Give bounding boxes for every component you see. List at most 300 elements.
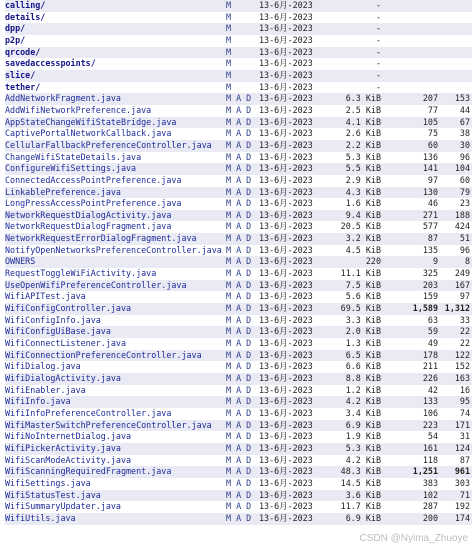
- mode-cell: [226, 466, 259, 478]
- mode-links[interactable]: M A D: [226, 256, 252, 267]
- file-listing-table: [5, 0, 472, 525]
- mode-links[interactable]: M A D: [226, 163, 252, 174]
- size-cell: 69.5 KiB: [327, 303, 381, 315]
- size-cell: 4.1 KiB: [327, 117, 381, 129]
- deleted-lines-cell: 961: [438, 466, 472, 478]
- date-cell: 13-6月-2023: [259, 303, 327, 315]
- file-row: [5, 373, 472, 385]
- file-link[interactable]: WifiConfigInfo.java: [5, 314, 101, 325]
- date-cell: 13-6月-2023: [259, 443, 327, 455]
- directory-row: [5, 0, 472, 12]
- mode-cell: [226, 198, 259, 210]
- file-link[interactable]: ConfigureWifiSettings.java: [5, 163, 137, 174]
- file-link[interactable]: LongPressAccessPointPreference.java: [5, 198, 182, 209]
- directory-row: [5, 47, 472, 59]
- deleted-lines-cell: 30: [438, 140, 472, 152]
- size-cell: 5.3 KiB: [327, 443, 381, 455]
- deleted-lines-cell: 249: [438, 268, 472, 280]
- mode-links[interactable]: M A D: [226, 198, 252, 209]
- mode-links[interactable]: M A D: [226, 151, 252, 162]
- file-link[interactable]: WifiNoInternetDialog.java: [5, 431, 132, 442]
- name-cell: [5, 256, 226, 268]
- file-link[interactable]: WifiSettings.java: [5, 477, 91, 488]
- date-cell: 13-6月-2023: [259, 373, 327, 385]
- file-link[interactable]: WifiStatusTest.java: [5, 489, 101, 500]
- date-cell: 13-6月-2023: [259, 338, 327, 350]
- added-lines-cell: 63: [381, 315, 438, 327]
- file-row: [5, 326, 472, 338]
- added-lines-cell: 226: [381, 373, 438, 385]
- name-cell: [5, 198, 226, 210]
- added-lines-cell: 577: [381, 221, 438, 233]
- mode-links[interactable]: M A D: [226, 454, 252, 465]
- mode-cell: [226, 291, 259, 303]
- file-row: [5, 408, 472, 420]
- added-lines-cell: 141: [381, 163, 438, 175]
- name-cell: [5, 187, 226, 199]
- added-lines-cell: 325: [381, 268, 438, 280]
- mode-links[interactable]: M A D: [226, 128, 252, 139]
- size-cell: -: [327, 35, 381, 47]
- size-cell: 48.3 KiB: [327, 466, 381, 478]
- date-cell: 13-6月-2023: [259, 455, 327, 467]
- added-lines-cell: 118: [381, 455, 438, 467]
- deleted-lines-cell: 163: [438, 373, 472, 385]
- mode-cell: [226, 47, 259, 59]
- mode-links[interactable]: M A D: [226, 139, 252, 150]
- file-row: [5, 385, 472, 397]
- file-link[interactable]: WifiDialogActivity.java: [5, 373, 121, 383]
- mode-cell: [226, 478, 259, 490]
- deleted-lines-cell: [438, 35, 472, 47]
- directory-row: [5, 12, 472, 24]
- name-cell: [5, 47, 226, 59]
- deleted-lines-cell: 1,312: [438, 303, 472, 315]
- file-link[interactable]: CellularFallbackPreferenceController.java: [5, 139, 212, 150]
- name-cell: [5, 152, 226, 164]
- size-cell: -: [327, 23, 381, 35]
- mode-links[interactable]: M A D: [226, 407, 252, 418]
- size-cell: 5.3 KiB: [327, 152, 381, 164]
- size-cell: 9.4 KiB: [327, 210, 381, 222]
- date-cell: 13-6月-2023: [259, 490, 327, 502]
- name-cell: [5, 128, 226, 140]
- mode-links[interactable]: M: [226, 23, 232, 34]
- file-row: [5, 233, 472, 245]
- size-cell: -: [327, 0, 381, 12]
- added-lines-cell: [381, 47, 438, 59]
- file-link[interactable]: WifiConnectionPreferenceController.java: [5, 349, 202, 360]
- name-cell: [5, 12, 226, 24]
- file-link[interactable]: WifiPickerActivity.java: [5, 442, 121, 453]
- date-cell: 13-6月-2023: [259, 221, 327, 233]
- mode-links[interactable]: M A D: [226, 221, 252, 232]
- size-cell: 4.5 KiB: [327, 245, 381, 257]
- file-link[interactable]: AddNetworkFragment.java: [5, 93, 121, 104]
- deleted-lines-cell: 424: [438, 221, 472, 233]
- mode-links[interactable]: M A D: [226, 233, 252, 244]
- file-link[interactable]: RequestToggleWiFiActivity.java: [5, 268, 157, 279]
- directory-link[interactable]: qrcode/: [5, 46, 41, 57]
- mode-links[interactable]: M A D: [226, 442, 252, 453]
- name-cell: [5, 117, 226, 129]
- mode-cell: [226, 82, 259, 94]
- deleted-lines-cell: 67: [438, 117, 472, 129]
- added-lines-cell: 75: [381, 128, 438, 140]
- added-lines-cell: 106: [381, 408, 438, 420]
- mode-links[interactable]: M A D: [226, 396, 252, 407]
- deleted-lines-cell: 192: [438, 501, 472, 513]
- mode-cell: [226, 315, 259, 327]
- mode-cell: [226, 117, 259, 129]
- directory-row: [5, 82, 472, 94]
- mode-cell: [226, 455, 259, 467]
- deleted-lines-cell: 152: [438, 361, 472, 373]
- added-lines-cell: 87: [381, 233, 438, 245]
- directory-link[interactable]: details/: [5, 11, 46, 22]
- mode-links[interactable]: M A D: [226, 314, 252, 325]
- mode-links[interactable]: M A D: [226, 279, 252, 290]
- file-link[interactable]: WifiConfigUiBase.java: [5, 326, 111, 337]
- added-lines-cell: 9: [381, 256, 438, 268]
- file-link[interactable]: NetworkRequestDialogActivity.java: [5, 209, 172, 220]
- mode-links[interactable]: M: [226, 0, 232, 10]
- mode-links[interactable]: M A D: [226, 291, 252, 302]
- mode-cell: [226, 221, 259, 233]
- directory-link[interactable]: savedaccesspoints/: [5, 58, 96, 69]
- mode-links[interactable]: M A D: [226, 186, 252, 197]
- file-link[interactable]: WifiConnectListener.java: [5, 338, 127, 349]
- name-cell: [5, 70, 226, 82]
- date-cell: 13-6月-2023: [259, 93, 327, 105]
- mode-links[interactable]: M A D: [226, 373, 252, 383]
- mode-cell: [226, 256, 259, 268]
- size-cell: -: [327, 70, 381, 82]
- mode-links[interactable]: M A D: [226, 361, 252, 372]
- mode-cell: [226, 303, 259, 315]
- name-cell: [5, 268, 226, 280]
- name-cell: [5, 140, 226, 152]
- mode-cell: [226, 385, 259, 397]
- mode-cell: [226, 23, 259, 35]
- added-lines-cell: 223: [381, 420, 438, 432]
- added-lines-cell: [381, 82, 438, 94]
- file-link[interactable]: WifiAPITest.java: [5, 291, 86, 302]
- mode-links[interactable]: M A D: [226, 384, 252, 395]
- deleted-lines-cell: 79: [438, 187, 472, 199]
- date-cell: 13-6月-2023: [259, 268, 327, 280]
- mode-links[interactable]: M A D: [226, 116, 252, 127]
- file-link[interactable]: AddWifiNetworkPreference.java: [5, 104, 152, 115]
- file-link[interactable]: NotifyOpenNetworksPreferenceController.java: [5, 244, 222, 255]
- mode-links[interactable]: M A D: [226, 466, 252, 477]
- mode-links[interactable]: M A D: [226, 489, 252, 500]
- added-lines-cell: 60: [381, 140, 438, 152]
- file-link[interactable]: ConnectedAccessPointPreference.java: [5, 174, 182, 185]
- file-link[interactable]: WifiEnabler.java: [5, 384, 86, 395]
- added-lines-cell: 203: [381, 280, 438, 292]
- name-cell: [5, 315, 226, 327]
- directory-link[interactable]: p2p/: [5, 34, 26, 45]
- mode-cell: [226, 0, 259, 12]
- size-cell: 3.3 KiB: [327, 315, 381, 327]
- file-link[interactable]: WifiInfoPreferenceController.java: [5, 407, 172, 418]
- deleted-lines-cell: 167: [438, 280, 472, 292]
- size-cell: 7.5 KiB: [327, 280, 381, 292]
- file-row: [5, 303, 472, 315]
- date-cell: 13-6月-2023: [259, 291, 327, 303]
- name-cell: [5, 466, 226, 478]
- mode-links[interactable]: M A D: [226, 419, 252, 430]
- file-link[interactable]: WifiScanningRequiredFragment.java: [5, 466, 172, 477]
- file-link[interactable]: AppStateChangeWifiStateBridge.java: [5, 116, 177, 127]
- name-cell: [5, 233, 226, 245]
- file-row: [5, 210, 472, 222]
- added-lines-cell: 1,251: [381, 466, 438, 478]
- name-cell: [5, 396, 226, 408]
- size-cell: 1.3 KiB: [327, 338, 381, 350]
- deleted-lines-cell: 104: [438, 163, 472, 175]
- date-cell: 13-6月-2023: [259, 117, 327, 129]
- file-link[interactable]: WifiSummaryUpdater.java: [5, 501, 121, 512]
- directory-row: [5, 70, 472, 82]
- date-cell: 13-6月-2023: [259, 140, 327, 152]
- size-cell: 11.7 KiB: [327, 501, 381, 513]
- name-cell: [5, 93, 226, 105]
- mode-links[interactable]: M A D: [226, 349, 252, 360]
- file-link[interactable]: UseOpenWifiPreferenceController.java: [5, 279, 187, 290]
- name-cell: [5, 210, 226, 222]
- mode-cell: [226, 12, 259, 24]
- date-cell: 13-6月-2023: [259, 58, 327, 70]
- file-link[interactable]: WifiMasterSwitchPreferenceController.java: [5, 419, 212, 430]
- file-row: [5, 152, 472, 164]
- deleted-lines-cell: 38: [438, 128, 472, 140]
- name-cell: [5, 280, 226, 292]
- file-link[interactable]: ChangeWifiStateDetails.java: [5, 151, 142, 162]
- file-row: [5, 466, 472, 478]
- added-lines-cell: 383: [381, 478, 438, 490]
- name-cell: [5, 326, 226, 338]
- mode-links[interactable]: M: [226, 34, 232, 45]
- mode-cell: [226, 373, 259, 385]
- mode-links[interactable]: M: [226, 69, 232, 80]
- date-cell: 13-6月-2023: [259, 163, 327, 175]
- size-cell: 2.6 KiB: [327, 128, 381, 140]
- deleted-lines-cell: 16: [438, 385, 472, 397]
- date-cell: 13-6月-2023: [259, 35, 327, 47]
- date-cell: 13-6月-2023: [259, 152, 327, 164]
- added-lines-cell: 130: [381, 187, 438, 199]
- file-row: [5, 256, 472, 268]
- mode-links[interactable]: M: [226, 81, 232, 92]
- mode-cell: [226, 128, 259, 140]
- date-cell: 13-6月-2023: [259, 12, 327, 24]
- file-row: [5, 175, 472, 187]
- date-cell: 13-6月-2023: [259, 23, 327, 35]
- mode-links[interactable]: M A D: [226, 512, 252, 523]
- name-cell: [5, 478, 226, 490]
- deleted-lines-cell: [438, 12, 472, 24]
- deleted-lines-cell: 174: [438, 513, 472, 525]
- mode-links[interactable]: M: [226, 46, 232, 57]
- mode-cell: [226, 140, 259, 152]
- name-cell: [5, 245, 226, 257]
- mode-links[interactable]: M A D: [226, 244, 252, 255]
- mode-links[interactable]: M A D: [226, 477, 252, 488]
- name-cell: [5, 431, 226, 443]
- file-row: [5, 513, 472, 525]
- date-cell: 13-6月-2023: [259, 385, 327, 397]
- name-cell: [5, 105, 226, 117]
- added-lines-cell: 77: [381, 105, 438, 117]
- mode-links[interactable]: M: [226, 11, 232, 22]
- size-cell: -: [327, 58, 381, 70]
- date-cell: 13-6月-2023: [259, 315, 327, 327]
- mode-links[interactable]: M A D: [226, 104, 252, 115]
- directory-row: [5, 58, 472, 70]
- date-cell: 13-6月-2023: [259, 420, 327, 432]
- date-cell: 13-6月-2023: [259, 326, 327, 338]
- mode-links[interactable]: M A D: [226, 326, 252, 337]
- name-cell: [5, 0, 226, 12]
- size-cell: 3.6 KiB: [327, 490, 381, 502]
- mode-cell: [226, 163, 259, 175]
- file-link[interactable]: OWNERS: [5, 256, 36, 267]
- file-row: [5, 455, 472, 467]
- date-cell: 13-6月-2023: [259, 501, 327, 513]
- file-link[interactable]: NetworkRequestDialogFragment.java: [5, 221, 172, 232]
- name-cell: [5, 221, 226, 233]
- mode-links[interactable]: M A D: [226, 93, 252, 104]
- mode-links[interactable]: M A D: [226, 174, 252, 185]
- date-cell: 13-6月-2023: [259, 350, 327, 362]
- mode-cell: [226, 326, 259, 338]
- added-lines-cell: 54: [381, 431, 438, 443]
- deleted-lines-cell: [438, 0, 472, 12]
- file-row: [5, 420, 472, 432]
- size-cell: 5.5 KiB: [327, 163, 381, 175]
- directory-link[interactable]: slice/: [5, 69, 36, 80]
- size-cell: 6.3 KiB: [327, 93, 381, 105]
- file-row: [5, 280, 472, 292]
- size-cell: -: [327, 82, 381, 94]
- file-link[interactable]: LinkablePreference.java: [5, 186, 121, 197]
- name-cell: [5, 82, 226, 94]
- file-row: [5, 315, 472, 327]
- file-row: [5, 221, 472, 233]
- directory-link[interactable]: tether/: [5, 81, 41, 92]
- added-lines-cell: [381, 23, 438, 35]
- directory-link[interactable]: calling/: [5, 0, 46, 10]
- mode-cell: [226, 396, 259, 408]
- date-cell: 13-6月-2023: [259, 198, 327, 210]
- date-cell: 13-6月-2023: [259, 0, 327, 12]
- size-cell: 6.6 KiB: [327, 361, 381, 373]
- mode-links[interactable]: M: [226, 58, 232, 69]
- name-cell: [5, 350, 226, 362]
- mode-cell: [226, 175, 259, 187]
- mode-cell: [226, 361, 259, 373]
- deleted-lines-cell: 51: [438, 233, 472, 245]
- size-cell: 6.9 KiB: [327, 420, 381, 432]
- mode-links[interactable]: M A D: [226, 338, 252, 349]
- size-cell: 2.0 KiB: [327, 326, 381, 338]
- deleted-lines-cell: 303: [438, 478, 472, 490]
- size-cell: 1.2 KiB: [327, 385, 381, 397]
- size-cell: 8.8 KiB: [327, 373, 381, 385]
- deleted-lines-cell: 95: [438, 396, 472, 408]
- name-cell: [5, 291, 226, 303]
- name-cell: [5, 408, 226, 420]
- file-row: [5, 501, 472, 513]
- name-cell: [5, 455, 226, 467]
- mode-links[interactable]: M A D: [226, 209, 252, 220]
- mode-cell: [226, 420, 259, 432]
- added-lines-cell: [381, 0, 438, 12]
- deleted-lines-cell: 124: [438, 443, 472, 455]
- size-cell: 1.6 KiB: [327, 198, 381, 210]
- mode-links[interactable]: M A D: [226, 303, 252, 314]
- file-link[interactable]: CaptivePortalNetworkCallback.java: [5, 128, 172, 139]
- mode-links[interactable]: M A D: [226, 501, 252, 512]
- file-row: [5, 268, 472, 280]
- mode-links[interactable]: M A D: [226, 431, 252, 442]
- file-link[interactable]: NetworkRequestErrorDialogFragment.java: [5, 233, 197, 244]
- name-cell: [5, 35, 226, 47]
- file-row: [5, 361, 472, 373]
- added-lines-cell: 161: [381, 443, 438, 455]
- file-row: [5, 490, 472, 502]
- file-row: [5, 198, 472, 210]
- added-lines-cell: 105: [381, 117, 438, 129]
- added-lines-cell: 102: [381, 490, 438, 502]
- mode-cell: [226, 70, 259, 82]
- directory-row: [5, 35, 472, 47]
- size-cell: 3.2 KiB: [327, 233, 381, 245]
- added-lines-cell: [381, 35, 438, 47]
- deleted-lines-cell: 23: [438, 198, 472, 210]
- deleted-lines-cell: 188: [438, 210, 472, 222]
- directory-row: [5, 23, 472, 35]
- added-lines-cell: 1,589: [381, 303, 438, 315]
- name-cell: [5, 23, 226, 35]
- deleted-lines-cell: 31: [438, 431, 472, 443]
- date-cell: 13-6月-2023: [259, 256, 327, 268]
- file-link[interactable]: WifiConfigController.java: [5, 303, 132, 314]
- added-lines-cell: 159: [381, 291, 438, 303]
- date-cell: 13-6月-2023: [259, 105, 327, 117]
- file-link[interactable]: WifiDialog.java: [5, 361, 81, 372]
- file-link[interactable]: WifiUtils.java: [5, 512, 76, 523]
- mode-cell: [226, 443, 259, 455]
- deleted-lines-cell: 97: [438, 291, 472, 303]
- directory-link[interactable]: dpp/: [5, 23, 26, 34]
- date-cell: 13-6月-2023: [259, 175, 327, 187]
- name-cell: [5, 58, 226, 70]
- size-cell: 3.4 KiB: [327, 408, 381, 420]
- mode-links[interactable]: M A D: [226, 268, 252, 279]
- date-cell: 13-6月-2023: [259, 478, 327, 490]
- deleted-lines-cell: 171: [438, 420, 472, 432]
- mode-cell: [226, 490, 259, 502]
- mode-cell: [226, 513, 259, 525]
- file-link[interactable]: WifiInfo.java: [5, 396, 71, 407]
- file-link[interactable]: WifiScanModeActivity.java: [5, 454, 132, 465]
- deleted-lines-cell: 22: [438, 338, 472, 350]
- name-cell: [5, 490, 226, 502]
- mode-cell: [226, 245, 259, 257]
